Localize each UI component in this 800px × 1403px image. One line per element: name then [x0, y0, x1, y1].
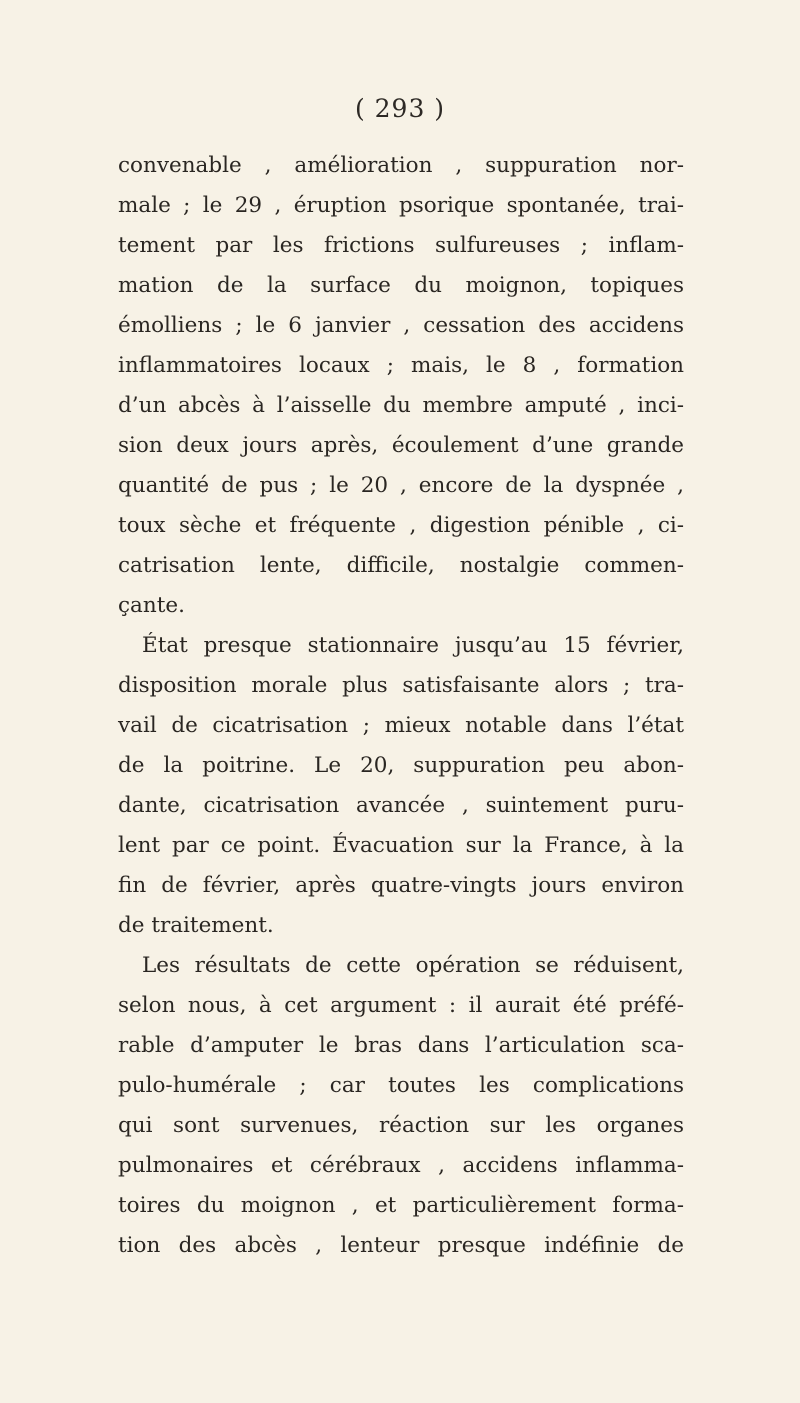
text-line: rable d’amputer le bras dans l’articulation sca- — [118, 1033, 684, 1058]
text-line: çante. — [118, 593, 185, 618]
text-line: toux sèche et fréquente , digestion pénible , ci- — [118, 513, 684, 538]
text-line: pulo-humérale ; car toutes les complications — [118, 1073, 684, 1098]
text-line: de traitement. — [118, 913, 274, 938]
text-line: male ; le 29 , éruption psorique spontanée, trai- — [118, 193, 684, 218]
text-line: État presque stationnaire jusqu’au 15 février, — [142, 633, 684, 658]
text-line: Les résultats de cette opération se réduisent, — [142, 953, 684, 978]
text-line: disposition morale plus satisfaisante alors ; tra- — [118, 673, 684, 698]
text-line: qui sont survenues, réaction sur les organes — [118, 1113, 684, 1138]
page-number: ( 293 ) — [354, 94, 446, 123]
text-line: toires du moignon , et particulièrement forma- — [118, 1193, 684, 1218]
text-line: convenable , amélioration , suppuration nor- — [118, 153, 684, 178]
text-line: selon nous, à cet argument : il aurait été préfé- — [118, 993, 684, 1018]
text-line: d’un abcès à l’aisselle du membre amputé , inci- — [118, 393, 684, 418]
text-line: vail de cicatrisation ; mieux notable dans l’état — [118, 713, 684, 738]
text-line: dante, cicatrisation avancée , suintement puru- — [118, 793, 684, 818]
text-line: tement par les frictions sulfureuses ; inflam- — [118, 233, 684, 258]
text-line: catrisation lente, difficile, nostalgie commen- — [118, 553, 684, 578]
body-text — [118, 146, 684, 1266]
text-line: sion deux jours après, écoulement d’une grande — [118, 433, 684, 458]
text-line: pulmonaires et cérébraux , accidens inflamma- — [118, 1153, 684, 1178]
text-line: émolliens ; le 6 janvier , cessation des accidens — [118, 313, 684, 338]
text-line: inflammatoires locaux ; mais, le 8 , formation — [118, 353, 684, 378]
text-line: de la poitrine. Le 20, suppuration peu abon- — [118, 753, 684, 778]
text-line: quantité de pus ; le 20 , encore de la dyspnée , — [118, 473, 684, 498]
text-line: fin de février, après quatre-vingts jours environ — [118, 873, 684, 898]
text-line: lent par ce point. Évacuation sur la France, à la — [118, 833, 684, 858]
text-line: tion des abcès , lenteur presque indéfinie de — [118, 1233, 684, 1258]
text-line: mation de la surface du moignon, topiques — [118, 273, 684, 298]
